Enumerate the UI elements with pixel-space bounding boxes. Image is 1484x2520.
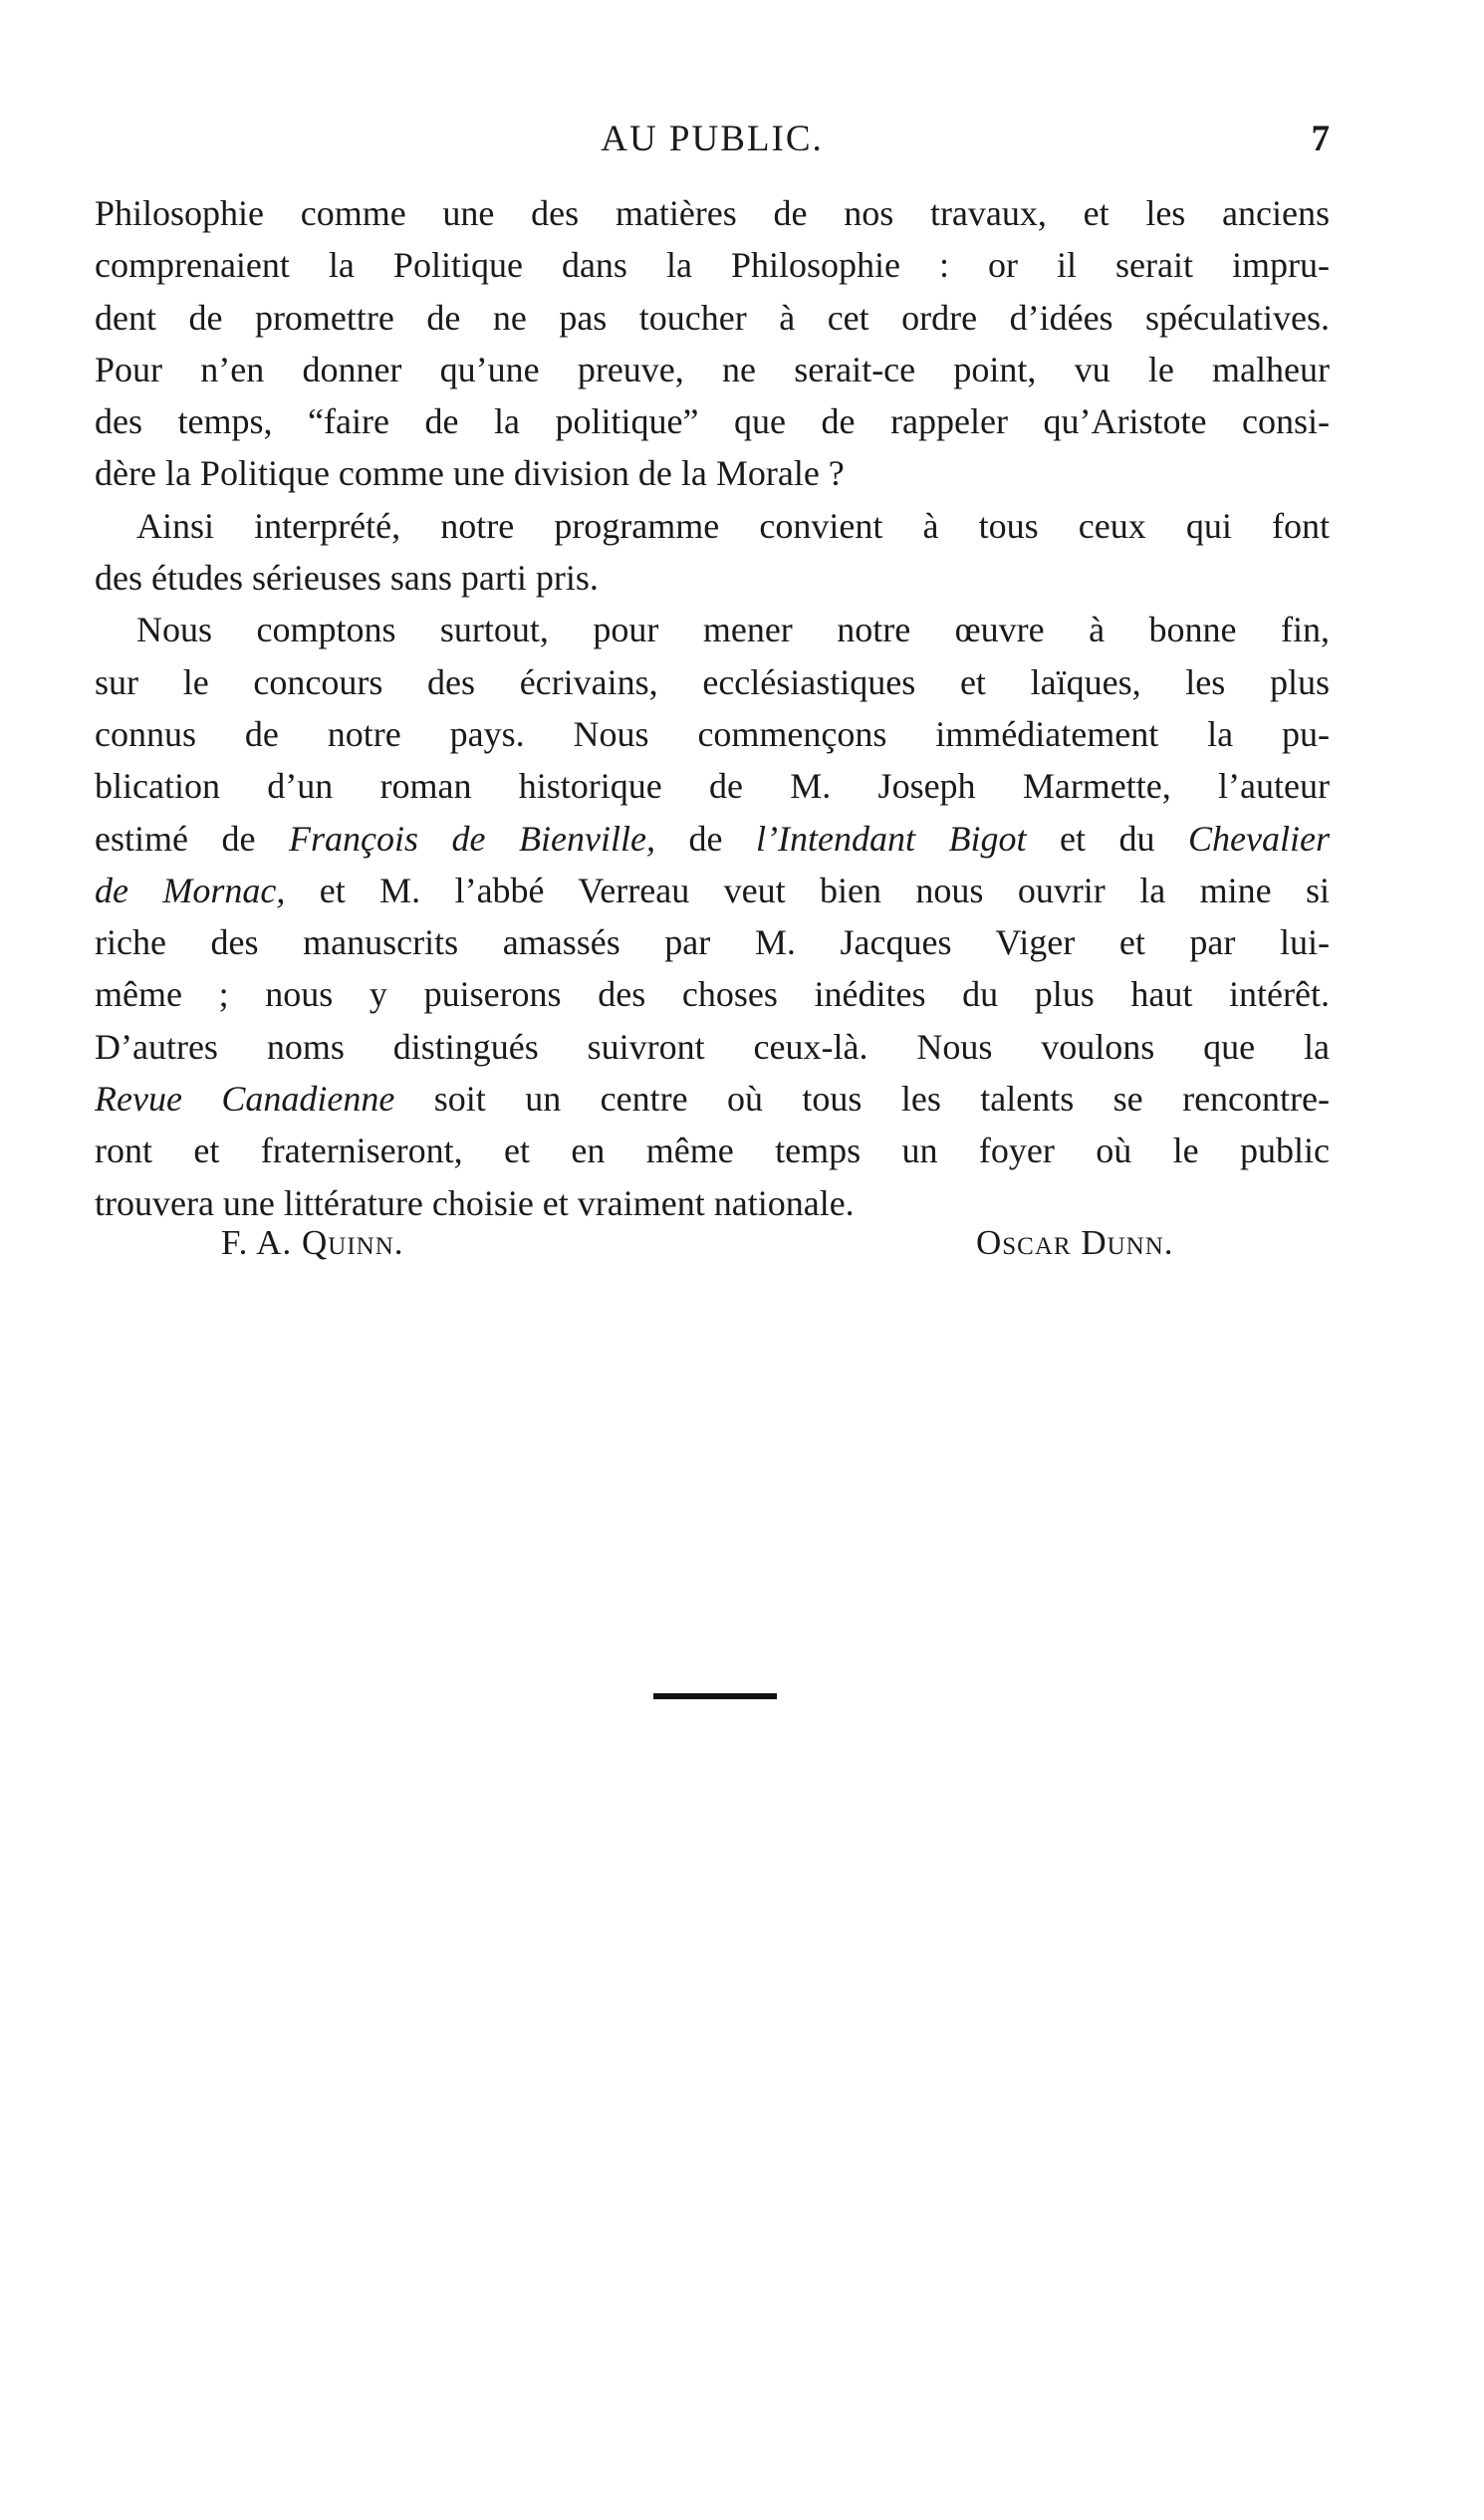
text-line: Ainsi interprété, notre programme convient à tous ceux qui font: [136, 505, 1330, 546]
running-title: AU PUBLIC.: [601, 119, 824, 159]
text-line: dère la Politique comme une division de la Morale ?: [95, 453, 845, 494]
text-line: riche des manuscrits amassés par M. Jacques Viger et par lui-: [95, 922, 1330, 963]
text-line: Nous comptons surtout, pour mener notre œuvre à bonne fin,: [136, 610, 1330, 650]
text-line: [95, 1073, 1330, 1125]
text-line: dent de promettre de ne pas toucher à cet ordre d’idées spéculatives.: [95, 297, 1330, 338]
text-line: Philosophie comme une des matières de nos travaux, et les anciens: [95, 193, 1330, 233]
text-line: connus de notre pays. Nous commençons immédiatement la pu-: [95, 713, 1330, 754]
text-line: même ; nous y puiserons des choses inédites du plus haut intérêt.: [95, 974, 1330, 1015]
text-line: [95, 865, 1330, 916]
signature-dunn: Oscar Dunn.: [976, 1223, 1174, 1262]
page-number: 7: [1311, 119, 1330, 159]
section-end-rule: [653, 1693, 777, 1699]
text-line: trouvera une littérature choisie et vraiment nationale.: [95, 1182, 855, 1223]
running-head: [95, 118, 1330, 167]
title-italic: Chevalier: [1188, 818, 1330, 859]
text-line: Pour n’en donner qu’une preuve, ne serait-ce point, vu le malheur: [95, 349, 1330, 389]
title-italic: de Mornac,: [95, 870, 286, 910]
text-line: comprenaient la Politique dans la Philosophie : or il serait impru-: [95, 245, 1330, 286]
body-text: [95, 187, 1330, 1229]
text-run: et M. l’abbé Verreau veut bien nous ouvrir la mine si: [285, 870, 1330, 910]
signature-quinn: F. A. Quinn.: [221, 1223, 404, 1262]
text-run: soit un centre où tous les talents se rencontre-: [394, 1079, 1330, 1120]
text-run: de: [654, 818, 756, 859]
text-line: [95, 813, 1330, 865]
title-italic: Revue Canadienne: [95, 1079, 395, 1120]
text-line: blication d’un roman historique de M. Joseph Marmette, l’auteur: [95, 766, 1330, 807]
text-line: des temps, “faire de la politique” que de rappeler qu’Aristote consi-: [95, 401, 1330, 442]
text-line: D’autres noms distingués suivront ceux-là. Nous voulons que la: [95, 1026, 1330, 1067]
title-italic: l’Intendant Bigot: [755, 818, 1027, 859]
title-italic: François de Bienville,: [289, 818, 655, 859]
text-line: des études sérieuses sans parti pris.: [95, 558, 599, 599]
text-run: estimé de: [95, 818, 289, 859]
text-line: sur le concours des écrivains, ecclésiastiques et laïques, les plus: [95, 661, 1330, 702]
text-run: et du: [1026, 818, 1189, 859]
text-line: ront et fraterniseront, et en même temps un foyer où le public: [95, 1131, 1330, 1171]
